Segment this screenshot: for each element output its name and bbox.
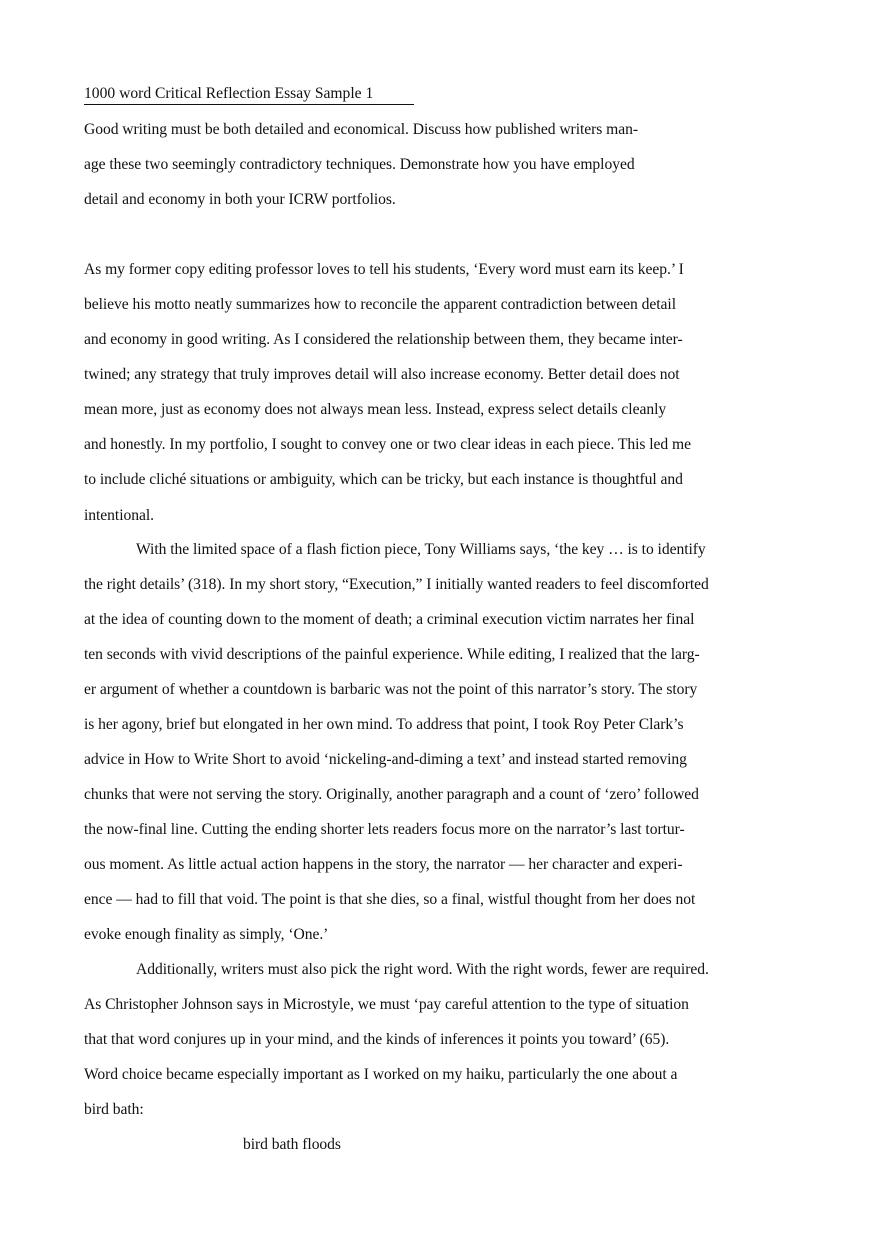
paragraph-2-line: ence — had to fill that void. The point is that she dies, so a final, wistful thought from her does not xyxy=(84,891,696,908)
prompt-line: age these two seemingly contradictory techniques. Demonstrate how you have employed xyxy=(84,156,635,173)
haiku-line: bird bath floods xyxy=(243,1136,341,1153)
prompt-line: detail and economy in both your ICRW portfolios. xyxy=(84,191,396,208)
paragraph-2-line: advice in How to Write Short to avoid ‘nickeling-and-diming a text’ and instead started removing xyxy=(84,751,687,768)
paragraph-2-line: evoke enough finality as simply, ‘One.’ xyxy=(84,926,329,943)
paragraph-3-line: Additionally, writers must also pick the right word. With the right words, fewer are required. xyxy=(136,961,709,978)
paragraph-1-line: intentional. xyxy=(84,507,154,524)
paragraph-1-line: to include cliché situations or ambiguity, which can be tricky, but each instance is thoughtful and xyxy=(84,471,683,488)
paragraph-1-line: mean more, just as economy does not always mean less. Instead, express select details cleanly xyxy=(84,401,667,418)
paragraph-2-line: at the idea of counting down to the moment of death; a criminal execution victim narrates her final xyxy=(84,611,695,628)
paragraph-1-line: and economy in good writing. As I considered the relationship between them, they became inter- xyxy=(84,331,683,348)
prompt-line: Good writing must be both detailed and economical. Discuss how published writers man- xyxy=(84,121,638,138)
paragraph-1-line: As my former copy editing professor loves to tell his students, ‘Every word must earn its keep.’ I xyxy=(84,261,684,278)
paragraph-2-line: is her agony, brief but elongated in her own mind. To address that point, I took Roy Peter Clark’s xyxy=(84,716,684,733)
paragraph-2-line: er argument of whether a countdown is barbaric was not the point of this narrator’s story. The story xyxy=(84,681,698,698)
paragraph-3-line: bird bath: xyxy=(84,1101,144,1118)
paragraph-1-line: believe his motto neatly summarizes how to reconcile the apparent contradiction between detail xyxy=(84,296,676,313)
paragraph-3-line: that that word conjures up in your mind, and the kinds of inferences it points you toward’ (65). xyxy=(84,1031,670,1048)
paragraph-3-line: As Christopher Johnson says in Microstyle, we must ‘pay careful attention to the type of situation xyxy=(84,996,689,1013)
paragraph-2-line: the right details’ (318). In my short story, “Execution,” I initially wanted readers to feel discomforted xyxy=(84,576,709,593)
paragraph-2-line: ous moment. As little actual action happens in the story, the narrator — her character and experi- xyxy=(84,856,683,873)
paragraph-2-line: the now-final line. Cutting the ending shorter lets readers focus more on the narrator’s last tortur- xyxy=(84,821,685,838)
paragraph-2-line: chunks that were not serving the story. Originally, another paragraph and a count of ‘zero’ followed xyxy=(84,786,699,803)
paragraph-2-line: ten seconds with vivid descriptions of the painful experience. While editing, I realized that the larg- xyxy=(84,646,700,663)
paragraph-3-line: Word choice became especially important as I worked on my haiku, particularly the one about a xyxy=(84,1066,678,1083)
essay-heading: 1000 word Critical Reflection Essay Sample 1 xyxy=(84,84,414,105)
paragraph-1-line: and honestly. In my portfolio, I sought to convey one or two clear ideas in each piece. This led me xyxy=(84,436,691,453)
paragraph-2-line: With the limited space of a flash fiction piece, Tony Williams says, ‘the key … is to identify xyxy=(136,541,706,558)
paragraph-1-line: twined; any strategy that truly improves detail will also increase economy. Better detail does not xyxy=(84,366,680,383)
